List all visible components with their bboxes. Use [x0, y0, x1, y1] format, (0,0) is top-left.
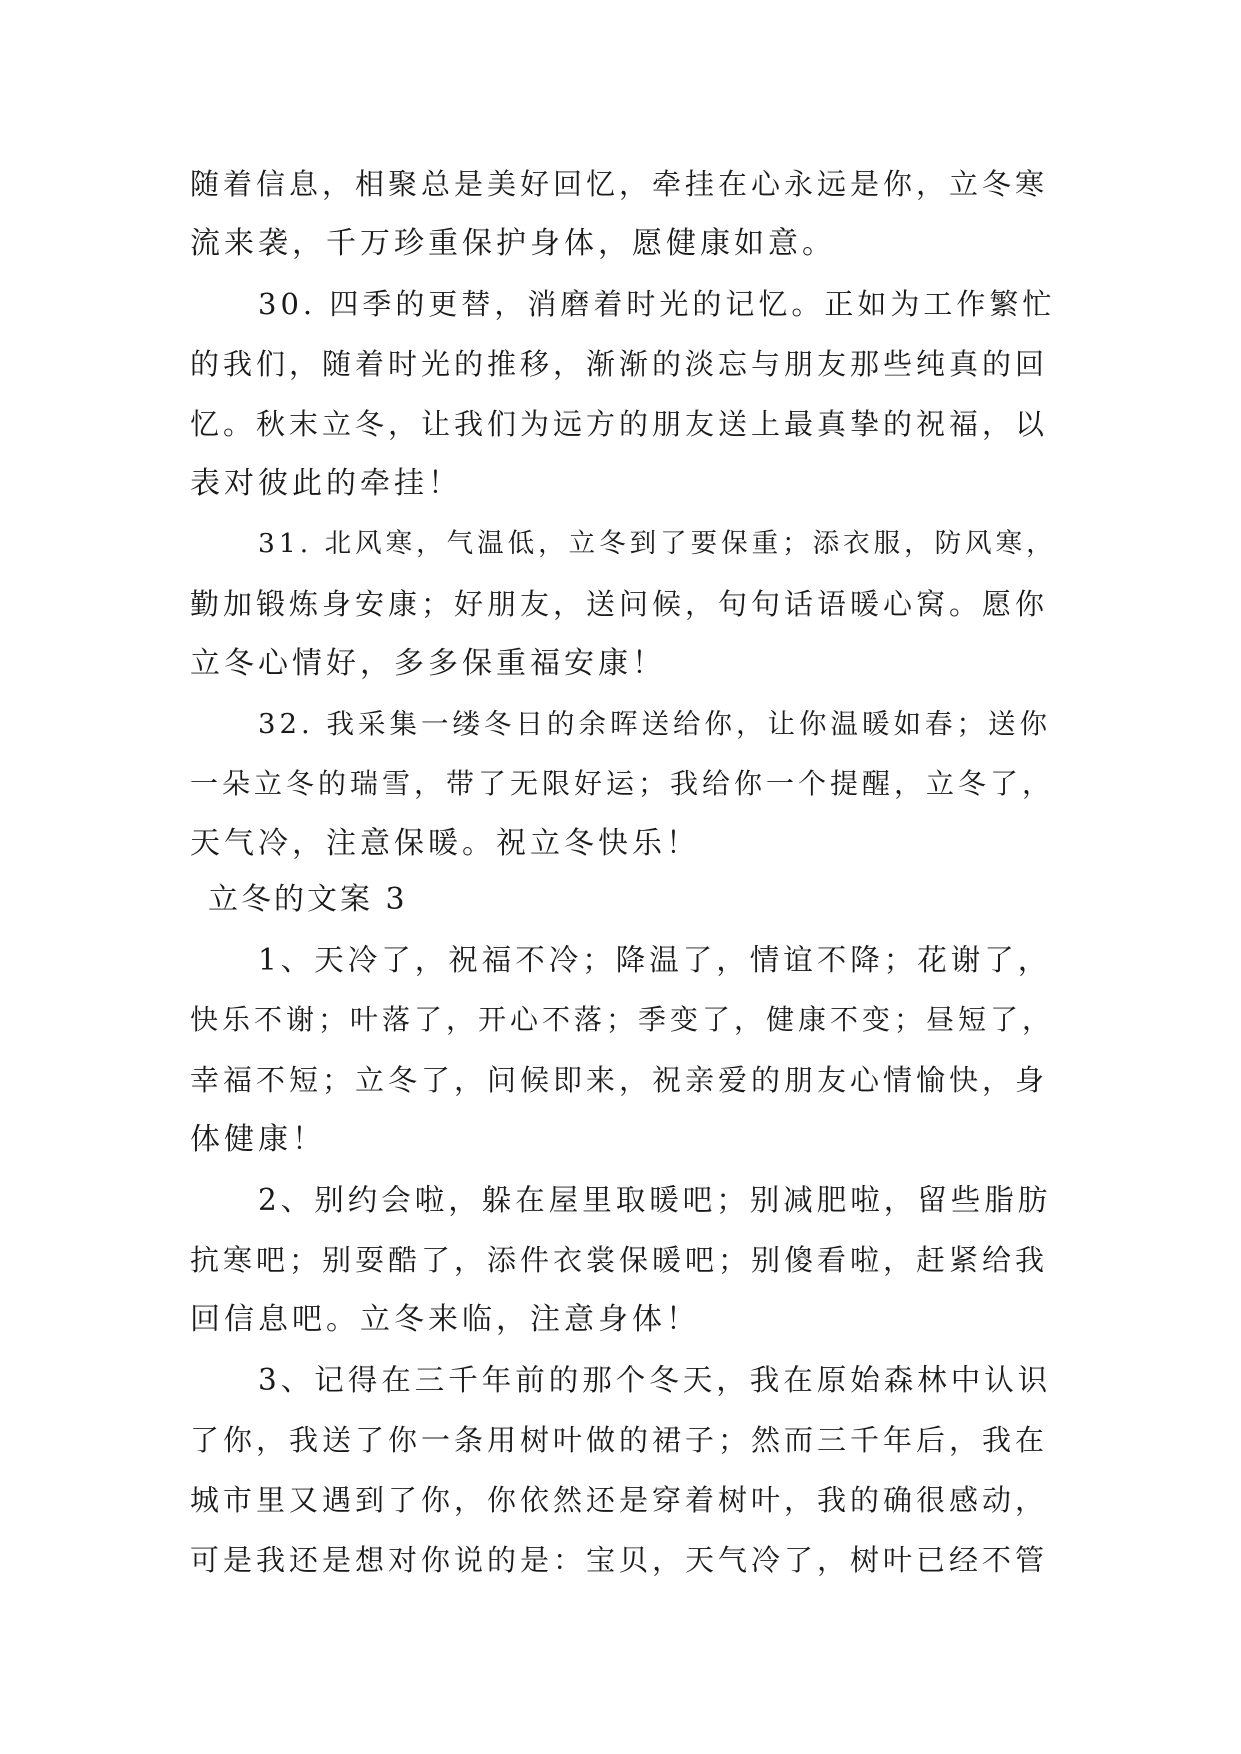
text-line: 的我们，随着时光的推移，渐渐的淡忘与朋友那些纯真的回 — [190, 347, 1049, 381]
text-line: 天气冷，注意保暖。祝立冬快乐！ — [190, 826, 700, 861]
text-line: 一朵立冬的瑞雪，带了无限好运；我给你一个提醒，立冬了， — [190, 767, 1055, 800]
paragraph-start-32: 32. 我采集一缕冬日的余晖送给你，让你温暖如春；送你 — [258, 708, 1051, 740]
section-heading: 立冬的文案 3 — [208, 882, 408, 917]
text-line: 回信息吧。立冬来临，注意身体！ — [190, 1302, 700, 1337]
paragraph-start-2: 2、别约会啦，躲在屋里取暖吧；别减肥啦，留些脂肪 — [258, 1183, 1052, 1217]
text-line: 抗寒吧；别耍酷了，添件衣裳保暖吧；别傻看啦，赶紧给我 — [190, 1243, 1049, 1277]
text-line: 体健康！ — [190, 1122, 326, 1157]
text-line: 忆。秋末立冬，让我们为远方的朋友送上最真挚的祝福，以 — [190, 407, 1049, 441]
paragraph-start-31: 31. 北风寒，气温低，立冬到了要保重；添衣服，防风寒， — [258, 528, 1057, 559]
text-line: 表对彼此的牵挂！ — [190, 466, 462, 501]
text-line: 城市里又遇到了你，你依然还是穿着树叶，我的确很感动， — [190, 1483, 1049, 1517]
paragraph-start-1: 1、天冷了，祝福不冷；降温了，情谊不降；花谢了， — [258, 943, 1052, 977]
text-line: 随着信息，相聚总是美好回忆，牵挂在心永远是你，立冬寒 — [190, 167, 1049, 201]
paragraph-start-3: 3、记得在三千年前的那个冬天，我在原始森林中认识 — [258, 1363, 1052, 1397]
text-line: 勤加锻炼身安康；好朋友，送问候，句句话语暖心窝。愿你 — [190, 587, 1049, 621]
text-line: 可是我还是想对你说的是：宝贝，天气冷了，树叶已经不管 — [190, 1543, 1049, 1577]
text-line: 流来袭，千万珍重保护身体，愿健康如意。 — [190, 226, 836, 261]
text-line: 幸福不短；立冬了，问候即来，祝亲爱的朋友心情愉快，身 — [190, 1063, 1049, 1097]
text-line: 快乐不谢；叶落了，开心不落；季变了，健康不变；昼短了， — [190, 1003, 1055, 1036]
text-line: 立冬心情好，多多保重福安康！ — [190, 646, 666, 681]
text-line: 了你，我送了你一条用树叶做的裙子；然而三千年后，我在 — [190, 1423, 1049, 1457]
paragraph-start-30: 30. 四季的更替，消磨着时光的记忆。正如为工作繁忙 — [258, 287, 1056, 321]
